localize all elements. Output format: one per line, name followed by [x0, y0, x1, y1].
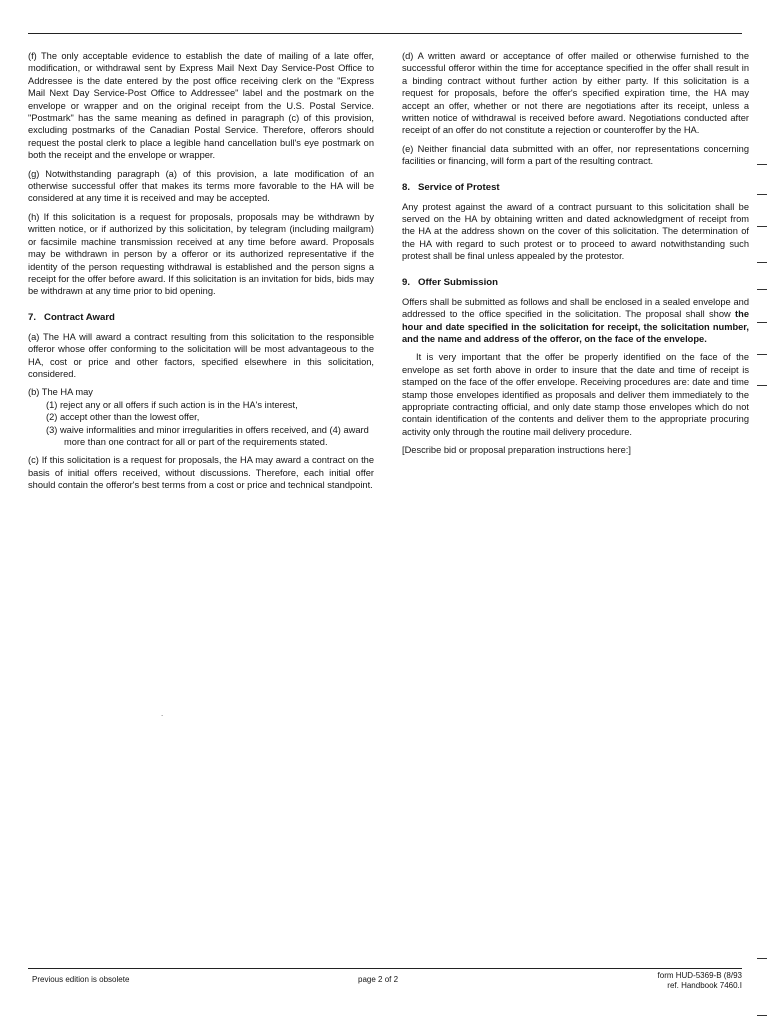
- margin-mark: [757, 322, 767, 323]
- list-item: (2) accept other than the lowest offer,: [46, 412, 200, 423]
- paragraph-9-intro-text: Offers shall be submitted as follows and shall be enclosed in a sealed envelope and addressed to the office specified in the solicitation. The proposal shall show: [402, 296, 749, 320]
- footer-page-number: page 2 of 2: [358, 975, 399, 984]
- paragraph-9-intro: [402, 296, 749, 346]
- footer: [28, 968, 742, 990]
- list-item: (1) reject any or all offers if such action is in the HA's interest,: [46, 399, 298, 410]
- stray-mark: .: [161, 709, 164, 718]
- footer-form-number: form HUD-5369-B (8/93: [657, 971, 742, 980]
- right-column: [402, 50, 749, 463]
- paragraph-h: (h) If this solicitation is a request for proposals, proposals may be withdrawn by written notice, or if authorized by this solicitation, by telegram (including mailgram) or facsimile machine transmission received at any time before award. Proposals may be withdrawn in person by a offeror or its authorized representative if the identity of the person requesting withdrawal is established and the person signs a receipt for the offer before award. If this solicitation is an invitation for bids, bids may be withdrawn at any time prior to bid opening.: [28, 211, 374, 297]
- list-item: (3) waive informalities and minor irregularities in offers received, and (4) award more than one contract for all or part of the requirements stated.: [46, 424, 369, 447]
- margin-mark: [757, 226, 767, 227]
- margin-mark: [757, 262, 767, 263]
- section-7-number: 7.: [28, 311, 37, 323]
- section-9-title: Offer Submission: [418, 276, 498, 288]
- top-rule: [28, 33, 742, 34]
- paragraph-e: (e) Neither financial data submitted with an offer, nor representations concerning facilities or financing, will form a part of the resulting contract.: [402, 143, 749, 167]
- paragraph-7c: (c) If this solicitation is a request for proposals, the HA may award a contract on the basis of initial offers received, without discussions. Therefore, each initial offer should contain the offeror's best terms from a cost or price and technical standpoint.: [28, 455, 374, 491]
- footer-handbook-ref: ref. Handbook 7460.I: [667, 981, 742, 990]
- paragraph-8: Any protest against the award of a contract pursuant to this solicitation shall be served on the HA by obtaining written and dated acknowledgment of receipt from the HA at the address shown on the cover of this solicitation. The determination of the HA with regard to such protest or to proceed to award notwithstanding such protest shall be final unless appealed by the protestor.: [402, 201, 749, 262]
- paragraph-d: (d) A written award or acceptance of offer mailed or otherwise furnished to the successful offeror within the time for acceptance specified in the offer shall result in a binding contract without further action by either party. If this solicitation is a request for proposals, before the offer's specified expiration time, the HA may accept an offer, whether or not there are negotiations after its receipt, unless a written notice of withdrawal is received before award. Negotiations conducted after receipt of an offer do not constitute a rejection or counteroffer by the HA.: [402, 51, 749, 136]
- paragraph-7b-list: [46, 399, 374, 449]
- margin-mark: [757, 1015, 767, 1016]
- section-7-title: Contract Award: [44, 311, 115, 323]
- left-column: [28, 50, 374, 498]
- paragraph-9-body: It is very important that the offer be properly identified on the face of the envelope as set forth above in order to insure that the date and time of receipt is stamped on the face of the offer envelope. Receiving procedures are: date and time stamp those envelopes identified as proposals and deliver them immediately to the appropriate contracting official, and only date stamp those envelopes which do not contain identification of the contents and deliver them to the appropriate procuring activity only through the routine mail delivery procedure.: [402, 352, 749, 437]
- paragraph-9-bold-text: the hour and date specified in the solicitation for receipt, the solicitation number, and the name and address of the offeror, on the face of the envelope.: [402, 309, 749, 344]
- paragraph-7a: (a) The HA will award a contract resulting from this solicitation to the responsible offeror whose offer conforming to the solicitation will be most advantageous to the HA, cost or price and other factors, specified elsewhere in this solicitation, considered.: [28, 331, 374, 379]
- footer-edition-note: Previous edition is obsolete: [32, 975, 130, 984]
- section-9-number: 9.: [402, 276, 411, 288]
- margin-mark: [757, 385, 767, 386]
- margin-mark: [757, 354, 767, 355]
- paragraph-7b-title: (b) The HA may: [28, 387, 93, 398]
- section-9-heading: [402, 277, 749, 289]
- paragraph-f: (f) The only acceptable evidence to establish the date of mailing of a late offer, modification, or withdrawal sent by Express Mail Next Day Service-Post Office to Addressee is the date entered by the post office receiving clerk on the "Express Mail Next Day Service-Post Office to Addressee" label and the postmark on the envelope or wrapper and on the original receipt from the U.S. Postal Service. "Postmark" has the same meaning as defined in paragraph (c) of this provision, excluding postmarks of the Canadian Postal Service. Therefore, offerors should request the postal clerk to place a legible hand cancellation bull's eye postmark on both the receipt and the envelope or wrapper.: [28, 51, 374, 161]
- margin-mark: [757, 958, 767, 959]
- footer-form-reference: [658, 971, 742, 991]
- margin-mark: [757, 194, 767, 195]
- margin-mark: [757, 164, 767, 165]
- section-7-heading: [28, 312, 374, 324]
- paragraph-9-placeholder: [Describe bid or proposal preparation instructions here:]: [402, 445, 631, 456]
- section-8-number: 8.: [402, 181, 411, 193]
- section-8-title: Service of Protest: [418, 181, 500, 193]
- paragraph-g: (g) Notwithstanding paragraph (a) of this provision, a late modification of an otherwise successful offer that makes its terms more favorable to the HA will be considered at any time it is received and may be accepted.: [28, 168, 374, 204]
- footer-rule: [28, 968, 742, 969]
- section-8-heading: [402, 182, 749, 194]
- margin-mark: [757, 289, 767, 290]
